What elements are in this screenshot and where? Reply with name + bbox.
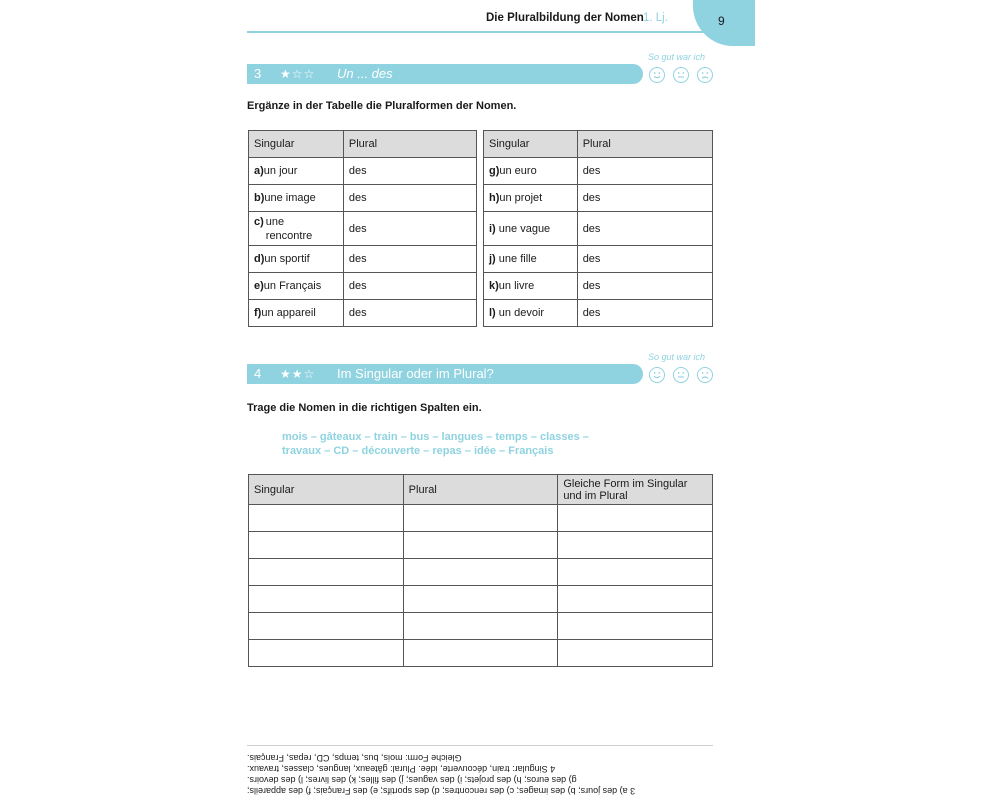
table-row [249,185,477,212]
item-label: g) [489,165,500,177]
column-header-plural: Plural [403,475,558,505]
answer-cell[interactable] [558,613,713,640]
exercise-title: Im Singular oder im Plural? [337,366,494,381]
column-header-plural: Plural [577,131,712,158]
answer-cell[interactable] [558,586,713,613]
solutions-footer [247,752,713,796]
plural-answer-field[interactable]: des [343,273,476,300]
chapter-year: 1. Lj. [643,12,668,24]
plural-answer-field[interactable]: des [577,158,712,185]
exercise-4-table [248,474,713,667]
column-header-same-form [558,475,713,505]
item-label: j) [489,253,496,265]
table-row [249,559,713,586]
word-bank-line: mois – gâteaux – train – bus – langues – temps – classes – [282,431,589,443]
word-bank-line: travaux – CD – découverte – repas – idée – Français [282,445,554,457]
rating-label: So gut war ich [648,352,706,362]
table-row [249,158,477,185]
footer-rule [247,745,713,746]
exercise-number: 3 [254,66,262,81]
exercise-title: Un ... des [337,66,393,81]
singular-noun: un euro [499,165,537,177]
table-row [249,586,713,613]
table-row [249,273,477,300]
solution-line: Gleiche Form: mois, bus, temps, CD, repas, Français. [247,753,462,763]
answer-cell[interactable] [558,559,713,586]
header-line: und im Plural [563,489,628,502]
answer-cell[interactable] [249,559,404,586]
singular-noun: une rencontre [265,215,313,242]
answer-cell[interactable] [249,532,404,559]
answer-cell[interactable] [403,559,558,586]
solution-line: 4 Singular: train, découverte, idée. Plural: gâteaux, langues, classes, travaux. [247,764,556,774]
item-label: l) [489,307,496,319]
column-header-plural: Plural [343,131,476,158]
table-row [249,246,477,273]
answer-cell[interactable] [558,532,713,559]
singular-noun: une fille [498,253,537,265]
answer-cell[interactable] [403,640,558,667]
table-row [249,532,713,559]
answer-cell[interactable] [249,613,404,640]
plural-answer-field[interactable]: des [577,273,712,300]
item-label: f) [254,307,262,319]
solution-line: g) des euros; h) des projets; i) des vagues; j) des filles; k) des livres; l) des devoirs. [247,775,577,785]
plural-answer-field[interactable]: des [343,185,476,212]
exercise-4-bar [247,364,643,384]
page-number: 9 [718,14,725,28]
word-bank [282,430,589,458]
table-row [249,640,713,667]
singular-noun: un projet [499,192,543,204]
plural-answer-field[interactable]: des [343,246,476,273]
table-row [484,185,713,212]
header-line: Gleiche Form im Singular [563,477,688,490]
answer-cell[interactable] [558,640,713,667]
difficulty-stars: ★★☆ [280,367,316,381]
exercise-number: 4 [254,366,262,381]
plural-answer-field[interactable]: des [343,300,476,327]
item-label: h) [489,192,500,204]
item-label: i) [489,222,496,235]
rating-label: So gut war ich [648,52,706,62]
plural-answer-field[interactable]: des [343,212,476,246]
singular-noun: un livre [498,280,535,292]
answer-cell[interactable] [249,505,404,532]
table-row [249,300,477,327]
difficulty-stars: ★☆☆ [280,67,316,81]
plural-answer-field[interactable]: des [577,300,712,327]
answer-cell[interactable] [403,505,558,532]
table-row [484,246,713,273]
item-label: c) [254,215,264,228]
item-label: k) [489,280,499,292]
table-row [484,273,713,300]
table-row [249,613,713,640]
smiley-neutral-icon[interactable] [673,367,689,383]
smiley-happy-icon[interactable] [649,367,665,383]
header-rule [247,31,737,33]
answer-cell[interactable] [403,586,558,613]
smiley-happy-icon[interactable] [649,67,665,83]
smiley-neutral-icon[interactable] [673,67,689,83]
plural-answer-field[interactable]: des [577,185,712,212]
singular-noun: un appareil [261,307,316,319]
plural-answer-field[interactable]: des [343,158,476,185]
smiley-sad-icon[interactable] [697,367,713,383]
chapter-title: Die Pluralbildung der Nomen [486,12,644,24]
answer-cell[interactable] [249,586,404,613]
item-label: a) [254,165,264,177]
item-label: e) [254,280,264,292]
table-row [249,212,477,246]
table-row [484,300,713,327]
plural-answer-field[interactable]: des [577,212,712,246]
item-label: b) [254,192,265,204]
singular-noun: un sportif [264,253,310,265]
answer-cell[interactable] [403,613,558,640]
table-row [249,505,713,532]
singular-noun: un jour [263,165,298,177]
exercise-3-bar [247,64,643,84]
answer-cell[interactable] [249,640,404,667]
singular-noun: une vague [498,222,551,235]
column-header-singular: Singular [249,131,344,158]
exercise-3-left-table [248,130,477,327]
singular-noun: un Français [263,280,322,292]
exercise-3-instruction: Ergänze in der Tabelle die Pluralformen der Nomen. [247,100,517,112]
answer-cell[interactable] [558,505,713,532]
table-row [484,158,713,185]
column-header-singular: Singular [484,131,578,158]
solution-line: 3 a) des jours; b) des images; c) des rencontres; d) des sportifs; e) des Français; f) des appareils; [247,786,636,796]
singular-noun: une image [264,192,316,204]
item-label: d) [254,253,265,265]
smiley-sad-icon[interactable] [697,67,713,83]
column-header-singular: Singular [249,475,404,505]
exercise-3-right-table [483,130,713,327]
plural-answer-field[interactable]: des [577,246,712,273]
table-row [484,212,713,246]
exercise-4-instruction: Trage die Nomen in die richtigen Spalten ein. [247,402,482,414]
singular-noun: un devoir [498,307,545,319]
answer-cell[interactable] [403,532,558,559]
